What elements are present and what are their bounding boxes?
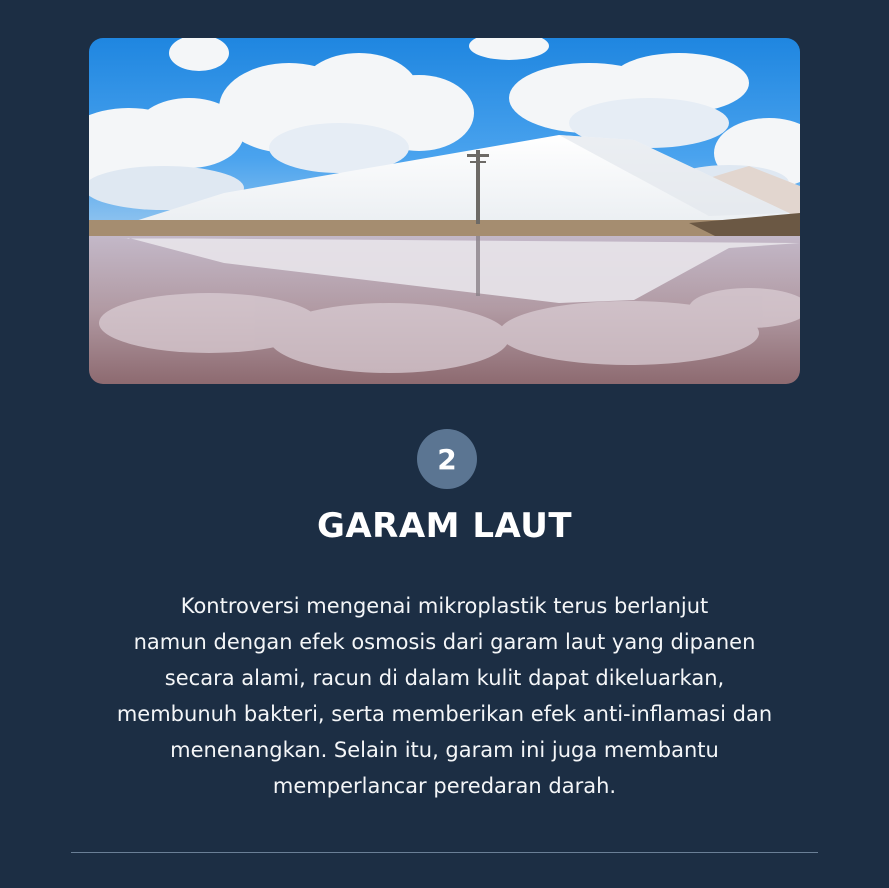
step-number: 2 [437,442,457,476]
step-number-badge [417,429,477,489]
description-line: memperlancar peredaran darah. [272,774,617,798]
description-text [60,588,829,804]
bottom-divider [71,852,818,853]
description-line: namun dengan efek osmosis dari garam laut yang dipanen [133,630,756,654]
salt-pile-illustration [89,38,800,384]
description-line: Kontroversi mengenai mikroplastik terus berlanjut [180,594,709,618]
description-line: secara alami, racun di dalam kulit dapat dikeluarkan, [164,666,725,690]
salt-pile-photo [89,38,800,384]
description-line: membunuh bakteri, serta memberikan efek anti-inflamasi dan [116,702,773,726]
section-title: GARAM LAUT [316,506,573,546]
description-line: menenangkan. Selain itu, garam ini juga membantu [170,738,719,762]
